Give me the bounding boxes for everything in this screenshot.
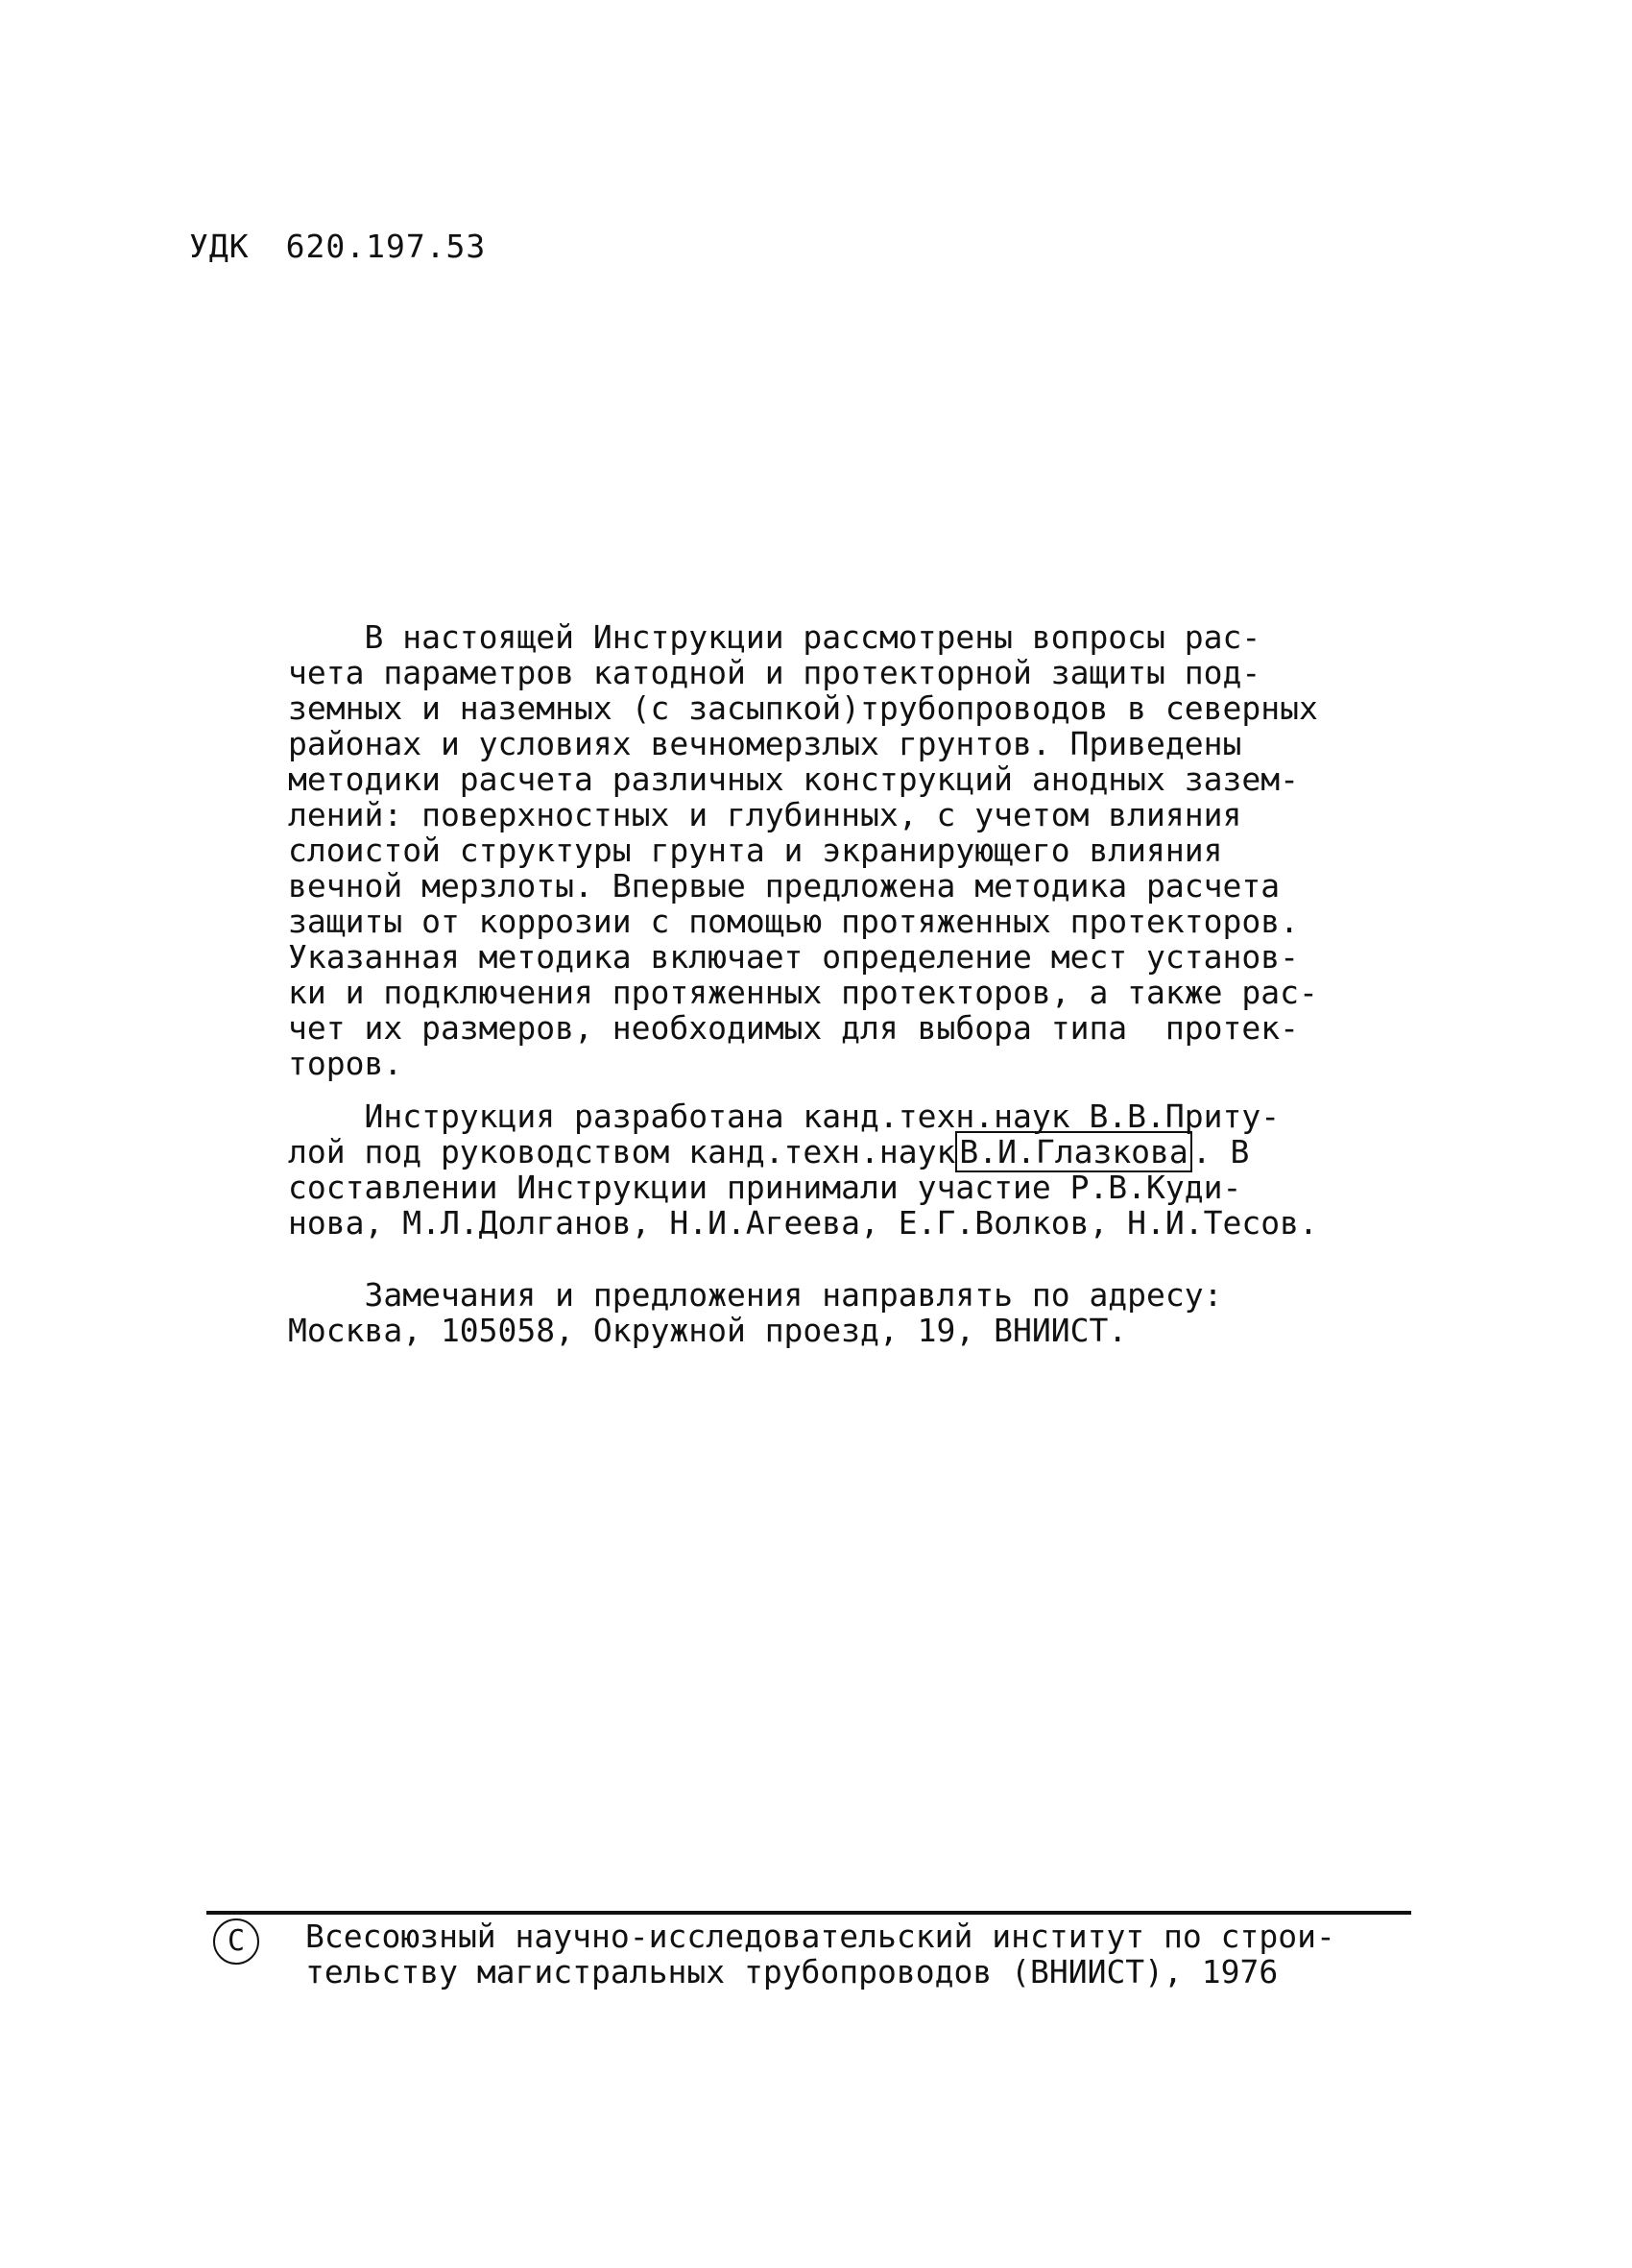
abstract (288, 619, 1334, 1365)
text-line: методики расчета различных конструкций анодных зазем- (288, 760, 1299, 798)
boxed-name: В.И.Глазкова (955, 1131, 1191, 1172)
text-line: В настоящей Инструкции рассмотрены вопросы рас- (288, 618, 1261, 656)
text-line: Инструкция разработана канд.техн.наук В.В.Притy- (288, 1098, 1281, 1135)
text-line: защиты от коррозии с помощью протяженных протекторов. (288, 903, 1299, 940)
udk-code (189, 228, 486, 265)
udk-label: УДК (189, 228, 250, 265)
text-line: ки и подключения протяженных протекторов, а также рас- (288, 974, 1318, 1011)
text-line: торов. (288, 1045, 403, 1082)
text-line: слоистой структуры грунта и экранирующего влияния (288, 832, 1223, 869)
text-line: Всесоюзный научно-исследовательский институт по строи- (305, 1918, 1335, 1955)
text-line: Замечания и предложения направлять по адресу: (288, 1276, 1223, 1314)
copyright-notice (305, 1918, 1335, 1990)
text-segment: лой под руководством канд.техн.наук (288, 1133, 956, 1170)
text-line: составлении Инструкции принимали участие Р.В.Куди- (288, 1169, 1242, 1206)
abstract-paragraph-3 (288, 1277, 1334, 1348)
text-line: тельству магистральных трубопроводов (ВНИИСТ), 1976 (305, 1953, 1279, 1991)
abstract-paragraph-2 (288, 1098, 1334, 1241)
text-line: Указанная методика включает определение мест установ- (288, 938, 1299, 976)
footer-divider (206, 1911, 1411, 1915)
text-line: районах и условиях вечномерзлых грунтов. Приведены (288, 725, 1242, 762)
text-segment: . В (1191, 1133, 1250, 1170)
text-line: вечной мерзлоты. Впервые предложена методика расчета (288, 867, 1281, 905)
text-line: чет их размеров, необходимых для выбора типа протек- (288, 1009, 1299, 1047)
text-line: земных и наземных (с засыпкой)трубопроводов в северных (288, 689, 1318, 727)
udk-number: 620.197.53 (285, 228, 487, 265)
text-line: нова, М.Л.Долганов, Н.И.Агеева, Е.Г.Волков, Н.И.Тесов. (288, 1204, 1318, 1242)
text-line: лений: поверхностных и глубинных, с учетом влияния (288, 796, 1242, 833)
text-line: чета параметров катодной и протекторной защиты под- (288, 654, 1261, 691)
copyright-icon: C (213, 1918, 259, 1965)
abstract-paragraph-1 (288, 619, 1334, 1081)
text-line (288, 1134, 1334, 1170)
text-line: Москва, 105058, Окружной проезд, 19, ВНИИСТ. (288, 1312, 1128, 1349)
